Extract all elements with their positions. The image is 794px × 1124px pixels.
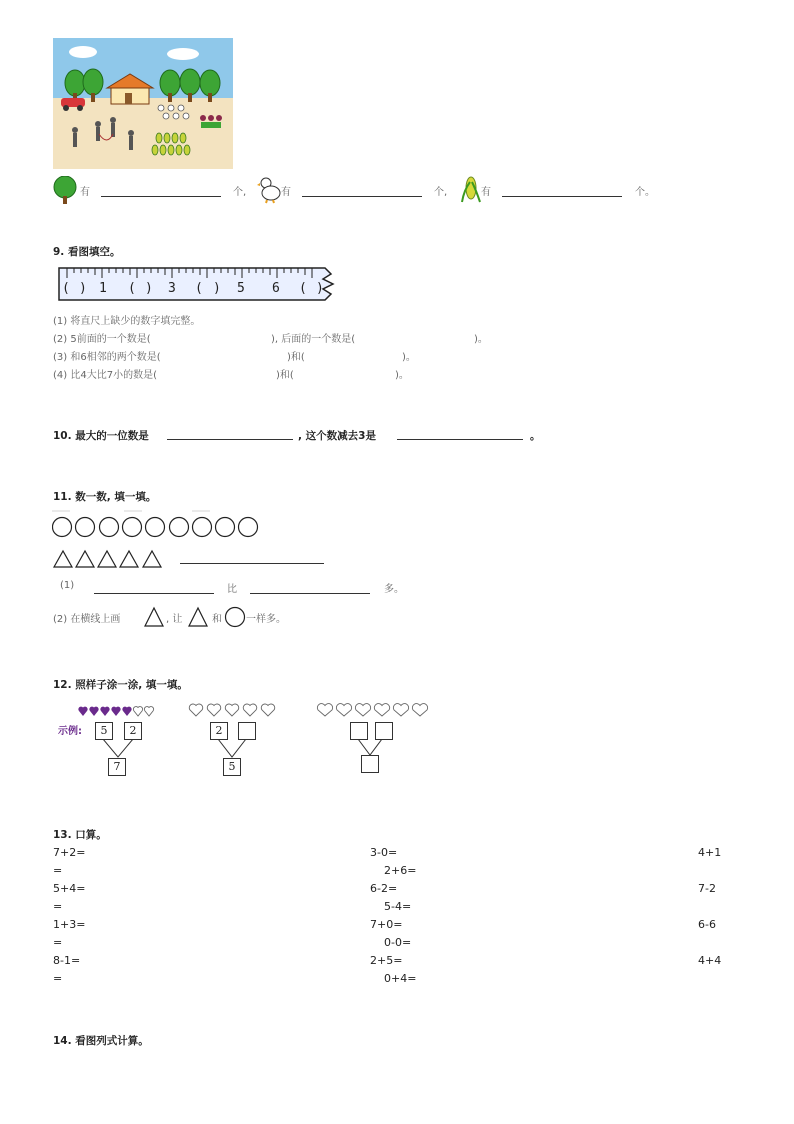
ruler-label: (: [195, 281, 203, 296]
ruler-label: (: [299, 281, 307, 296]
circle-icon: [224, 606, 246, 628]
q10-title: 10. 最大的一位数是: [53, 430, 149, 442]
q13-col1-1: =: [53, 864, 63, 877]
q13-col3-3: 4+4: [698, 954, 722, 967]
q11-triangle-line[interactable]: [180, 562, 324, 564]
q11-p1-mid: 比: [227, 584, 237, 595]
q13-col2a-3: 2+5=: [370, 954, 403, 967]
g3-box-sum[interactable]: [361, 755, 379, 773]
q8-word-2: 有: [281, 187, 291, 198]
ruler-label: ): [316, 281, 324, 296]
ruler-label: 6: [272, 281, 280, 296]
q13-col3-1: 7-2: [698, 882, 716, 895]
q8-unit-1: 个,: [233, 187, 247, 198]
q10-end: 。: [530, 430, 541, 442]
ruler-label: ): [145, 281, 153, 296]
q13-col2a-2: 7+0=: [370, 918, 403, 931]
q13-col3-0: 4+1: [698, 846, 722, 859]
q13-col1-7: =: [53, 972, 63, 985]
q8-unit-3: 个。: [635, 187, 655, 198]
q9-item-2a: (2) 5前面的一个数是(: [53, 334, 151, 345]
q11-p1-blank-1[interactable]: [94, 592, 214, 594]
q8-blank-3[interactable]: [502, 195, 622, 197]
triangle-icon: [144, 606, 164, 628]
q13-col1-2: 5+4=: [53, 882, 86, 895]
q9-item-2c: )。: [474, 334, 488, 345]
q9-title: 9. 看图填空。: [53, 246, 121, 258]
q9-item-4c: )。: [395, 370, 409, 381]
q9-item-3b: )和(: [287, 352, 305, 363]
example-connector: [100, 739, 140, 759]
q8-blank-1[interactable]: [101, 195, 221, 197]
q10-blank-2[interactable]: [397, 438, 523, 440]
q11-p1-end: 多。: [384, 584, 404, 595]
ruler-label: ): [79, 281, 87, 296]
duck-icon: [257, 176, 281, 204]
q9-item-4a: (4) 比4大比7小的数是(: [53, 370, 157, 381]
q13-col1-0: 7+2=: [53, 846, 86, 859]
ruler-label: ): [213, 281, 221, 296]
example-box-right: 2: [124, 722, 142, 740]
q10-mid: , 这个数减去3是: [298, 430, 376, 442]
q14-title: 14. 看图列式计算。: [53, 1035, 149, 1047]
ruler-label: 5: [237, 281, 245, 296]
circles-row: [52, 510, 262, 542]
q13-col2a-0: 3-0=: [370, 846, 398, 859]
q11-p1-blank-2[interactable]: [250, 592, 370, 594]
q13-col2b-3: 0+4=: [384, 972, 417, 985]
q13-col1-4: 1+3=: [53, 918, 86, 931]
g3-box-left[interactable]: [350, 722, 368, 740]
g3-hearts[interactable]: [316, 702, 436, 718]
q13-col1-5: =: [53, 936, 63, 949]
corn-icon: [458, 176, 482, 204]
g2-box-sum: 5: [223, 758, 241, 776]
q9-item-2b: ), 后面的一个数是(: [271, 334, 356, 345]
q12-title: 12. 照样子涂一涂, 填一填。: [53, 679, 188, 691]
q10-blank-1[interactable]: [167, 438, 293, 440]
example-label: 示例:: [58, 726, 82, 737]
g2-hearts[interactable]: [188, 702, 280, 718]
ruler-label: (: [128, 281, 136, 296]
q13-col1-3: =: [53, 900, 63, 913]
q11-p2-c: 和: [212, 614, 222, 625]
q11-p2-d: 一样多。: [246, 614, 286, 625]
triangles-row: [52, 546, 170, 570]
example-hearts: [78, 703, 158, 717]
q8-unit-2: 个,: [434, 187, 448, 198]
q13-col3-2: 6-6: [698, 918, 716, 931]
q8-word-1: 有: [80, 187, 90, 198]
q9-item-3a: (3) 和6相邻的两个数是(: [53, 352, 161, 363]
q13-col2b-0: 2+6=: [384, 864, 417, 877]
ruler-label: 3: [168, 281, 176, 296]
q13-col2b-1: 5-4=: [384, 900, 412, 913]
g3-box-right[interactable]: [375, 722, 393, 740]
g2-box-left: 2: [210, 722, 228, 740]
q11-title: 11. 数一数, 填一填。: [53, 491, 157, 503]
q13-col2a-1: 6-2=: [370, 882, 398, 895]
example-box-sum: 7: [108, 758, 126, 776]
q9-item-3c: )。: [402, 352, 416, 363]
tree-icon: [53, 176, 77, 204]
q11-p1-label: (1): [60, 580, 75, 591]
q11-p2-b: , 让: [166, 614, 183, 625]
q13-col2b-2: 0-0=: [384, 936, 412, 949]
g2-box-right[interactable]: [238, 722, 256, 740]
q11-p2-a: (2) 在横线上画: [53, 614, 121, 625]
triangle-icon: [188, 606, 208, 628]
q8-scene-picture: [53, 38, 233, 169]
q13-title: 13. 口算。: [53, 829, 107, 841]
ruler-label: 1: [99, 281, 107, 296]
q8-word-3: 有: [481, 187, 491, 198]
ruler-label: (: [62, 281, 70, 296]
q9-item-4b: )和(: [276, 370, 294, 381]
q9-item-1: (1) 将直尺上缺少的数字填完整。: [53, 316, 201, 327]
q13-col1-6: 8-1=: [53, 954, 81, 967]
q8-blank-2[interactable]: [302, 195, 422, 197]
example-box-left: 5: [95, 722, 113, 740]
g2-connector: [215, 739, 255, 759]
